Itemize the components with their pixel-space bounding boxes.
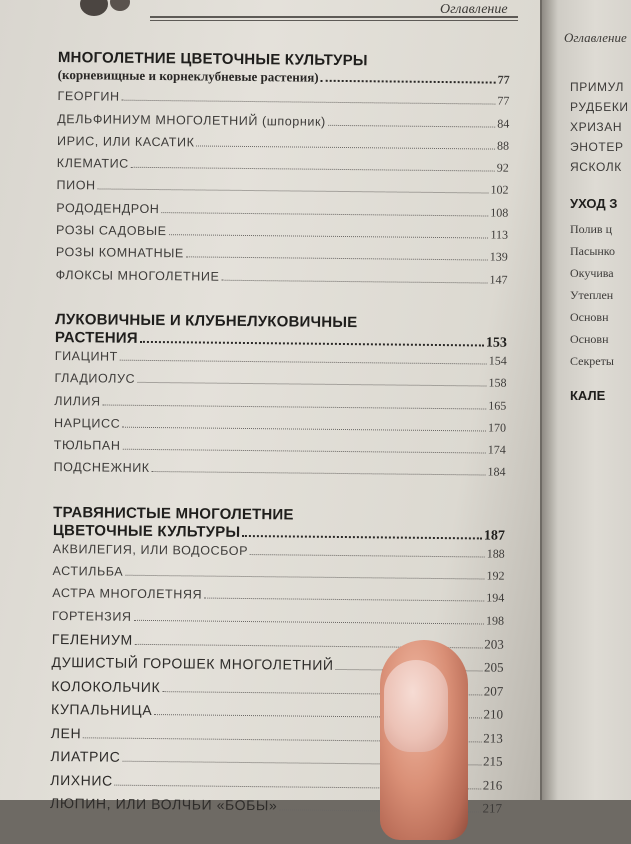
page-number: 77 xyxy=(497,72,510,87)
entry-name: ТЮЛЬПАН xyxy=(53,438,121,453)
right-page xyxy=(542,0,631,800)
entry-name: ДЕЛЬФИНИУМ МНОГОЛЕТНИЙ (шпорник) xyxy=(57,111,326,129)
entry-name: ПОДСНЕЖНИК xyxy=(53,460,150,476)
leader-dots xyxy=(204,598,484,602)
page-number: 192 xyxy=(486,568,505,583)
entry-name: КУПАЛЬНИЦА xyxy=(50,701,153,719)
right-item[interactable]: Секреты xyxy=(570,354,614,368)
leader-dots xyxy=(169,234,489,238)
page-number: 77 xyxy=(497,93,510,109)
entry-name: РОДОДЕНДРОН xyxy=(56,200,160,216)
page-number: 92 xyxy=(496,160,509,175)
page-number: 215 xyxy=(482,753,503,770)
page-number: 88 xyxy=(496,138,510,153)
leader-dots xyxy=(161,212,488,216)
right-item[interactable]: Основн xyxy=(570,310,609,324)
toc-entry[interactable] xyxy=(55,268,507,295)
right-entry[interactable]: РУДБЕКИ xyxy=(570,100,629,114)
right-item[interactable]: Основн xyxy=(570,332,609,346)
leader-dots xyxy=(186,257,488,261)
entry-name: ГЕОРГИН xyxy=(57,89,120,104)
entry-name: ГИАЦИНТ xyxy=(54,348,119,364)
right-item[interactable]: Окучива xyxy=(570,266,614,280)
page-number: 217 xyxy=(482,800,503,817)
leader-dots xyxy=(196,145,495,149)
leader-dots xyxy=(321,80,496,84)
right-item[interactable]: Пасынко xyxy=(570,244,616,258)
right-entry[interactable]: ПРИМУЛ xyxy=(570,80,624,94)
entry-name: ГОРТЕНЗИЯ xyxy=(51,608,132,624)
leader-dots xyxy=(152,471,486,475)
leader-dots xyxy=(125,575,484,580)
page-number: 153 xyxy=(485,335,508,351)
page-number: 213 xyxy=(483,730,503,746)
right-section-title: УХОД З xyxy=(570,196,618,211)
page-number: 147 xyxy=(489,272,508,287)
page-number: 207 xyxy=(483,683,504,699)
leader-dots xyxy=(250,554,485,557)
entry-name: ФЛОКСЫ МНОГОЛЕТНИЕ xyxy=(55,267,220,284)
right-item[interactable]: Полив ц xyxy=(570,222,613,236)
right-section-title: КАЛЕ xyxy=(570,388,606,403)
section-title: ТРАВЯНИСТЫЕ МНОГОЛЕТНИЕ xyxy=(53,503,294,524)
page-number: 187 xyxy=(483,528,505,544)
page-number: 188 xyxy=(486,546,505,561)
running-header: Оглавление xyxy=(440,2,508,17)
toc-entry[interactable] xyxy=(53,460,505,487)
leader-dots xyxy=(137,382,486,387)
section-subtitle: (корневищные и корнеклубневые растения) xyxy=(57,66,319,85)
leader-dots xyxy=(134,619,484,624)
page-number: 139 xyxy=(489,249,508,265)
page-number: 210 xyxy=(483,706,504,723)
leader-dots xyxy=(122,427,486,432)
entry-name: ПИОН xyxy=(56,178,96,193)
page-number: 84 xyxy=(497,116,510,131)
page-number: 170 xyxy=(487,420,507,435)
leader-dots xyxy=(98,189,489,194)
entry-name: АКВИЛЕГИЯ, ИЛИ ВОДОСБОР xyxy=(52,541,249,558)
section-title: ЛУКОВИЧНЫЕ И КЛУБНЕЛУКОВИЧНЫЕ xyxy=(55,310,358,332)
leader-dots xyxy=(328,124,495,127)
page-number: 158 xyxy=(488,375,507,390)
page-number: 154 xyxy=(488,353,507,368)
right-entry[interactable]: ХРИЗАН xyxy=(570,120,623,134)
page-number: 198 xyxy=(485,613,505,628)
entry-name: ЛЕН xyxy=(50,724,82,742)
entry-name: НАРЦИСС xyxy=(54,415,121,431)
leader-dots xyxy=(122,449,485,454)
right-running-header: Оглавление xyxy=(564,30,627,45)
leader-dots xyxy=(140,341,484,347)
entry-name: ГЛАДИОЛУС xyxy=(54,371,136,387)
entry-name: РОЗЫ КОМНАТНЫЕ xyxy=(55,245,184,261)
toc-section xyxy=(53,310,507,488)
entry-name: ГЕЛЕНИУМ xyxy=(51,630,133,648)
toc-section xyxy=(55,48,510,295)
leader-dots xyxy=(221,279,487,283)
entry-name: ИРИС, ИЛИ КАСАТИК xyxy=(56,133,195,150)
leaf-ornament-icon xyxy=(76,0,136,24)
entry-name: КЛЕМАТИС xyxy=(56,156,129,171)
leader-dots xyxy=(242,535,482,540)
right-entry[interactable]: ЭНОТЕР xyxy=(570,140,624,154)
fingernail xyxy=(384,660,448,752)
right-entry[interactable]: ЯСКОЛК xyxy=(570,160,622,174)
page-number: 216 xyxy=(482,777,503,793)
section-title: МНОГОЛЕТНИЕ ЦВЕТОЧНЫЕ КУЛЬТУРЫ xyxy=(57,48,368,70)
entry-name: КОЛОКОЛЬЧИК xyxy=(51,677,161,696)
leader-dots xyxy=(131,167,495,172)
entry-name: ЛЮПИН, ИЛИ ВОЛЧЬИ «БОБЫ» xyxy=(50,795,278,814)
page-number: 203 xyxy=(484,636,504,652)
page-number: 174 xyxy=(487,442,506,457)
entry-name: ДУШИСТЫЙ ГОРОШЕК МНОГОЛЕТНИЙ xyxy=(51,654,334,674)
page-number: 102 xyxy=(490,183,509,198)
header-rule-thin xyxy=(150,20,518,21)
leader-dots xyxy=(103,404,487,409)
entry-name: АСТИЛЬБА xyxy=(52,564,124,579)
page-number: 205 xyxy=(483,659,504,676)
entry-name: РОЗЫ САДОВЫЕ xyxy=(56,223,167,239)
leader-dots xyxy=(120,360,487,365)
right-item[interactable]: Утеплен xyxy=(570,288,614,302)
page-number: 194 xyxy=(486,590,505,606)
page-number: 165 xyxy=(488,398,507,413)
page-number: 108 xyxy=(490,205,509,220)
entry-name: ЛИХНИС xyxy=(50,771,113,789)
page-number: 184 xyxy=(487,464,506,480)
section-title-cont: ЦВЕТОЧНЫЕ КУЛЬТУРЫ xyxy=(52,521,241,541)
entry-name: АСТРА МНОГОЛЕТНЯЯ xyxy=(52,586,203,602)
entry-name: ЛИАТРИС xyxy=(50,748,121,766)
entry-name: ЛИЛИЯ xyxy=(54,393,101,409)
page-number: 113 xyxy=(490,227,509,242)
leader-dots xyxy=(122,100,496,105)
section-title-cont: РАСТЕНИЯ xyxy=(54,328,138,347)
